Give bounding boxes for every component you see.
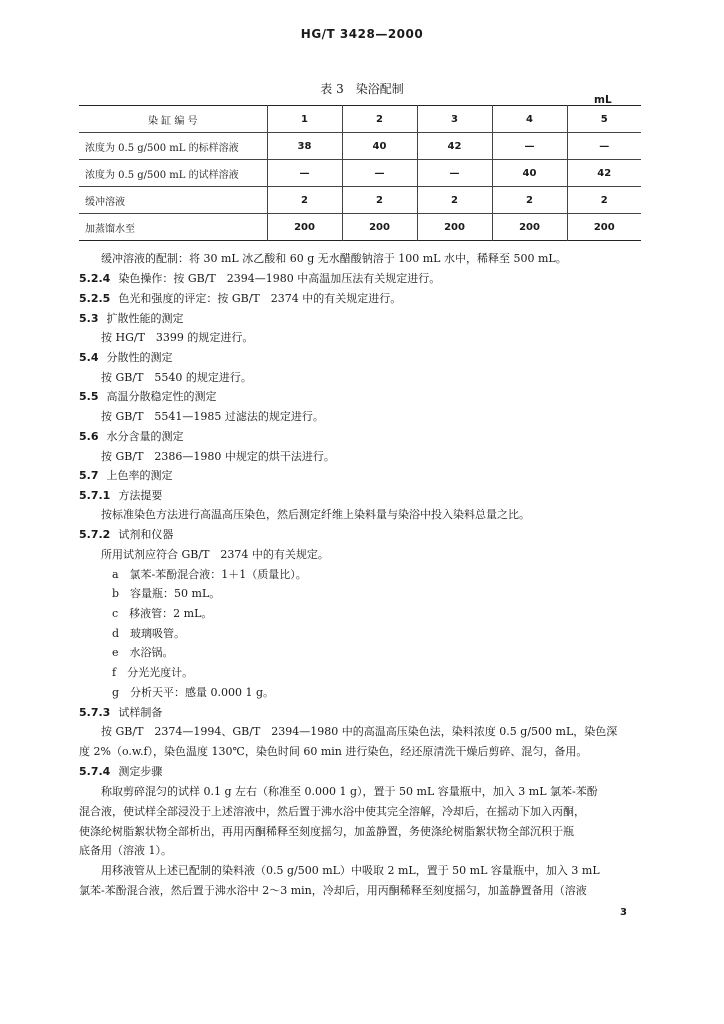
section-title: 扩散性能的测定 [106, 312, 184, 325]
table-cell: 200 [342, 214, 417, 241]
paragraph-line: 使涤纶树脂絮状物全部析出，再用丙酮稀释至刻度摇匀，加盖静置，务使涤纶树脂絮状物全部沉积于瓶 [79, 825, 574, 838]
section-5-5 [79, 390, 641, 404]
section-number: 5.2.4 [79, 272, 111, 285]
section-title: 方法提要 [118, 489, 163, 502]
table-cell: 200 [567, 214, 641, 241]
section-title: 高温分散稳定性的测定 [106, 390, 217, 403]
list-item: f 分光光度计。 [112, 666, 194, 679]
paragraph-line: 底备用（溶液 1）。 [79, 844, 172, 857]
section-5-6 [79, 430, 641, 444]
header-cell: 5 [567, 106, 641, 133]
table-cell: 40 [342, 133, 417, 160]
table-cell: 42 [567, 160, 641, 187]
list-item: a 氯苯-苯酚混合液：1＋1（质量比）。 [112, 568, 307, 581]
section-5-2-5 [79, 292, 641, 306]
section-number: 5.5 [79, 390, 99, 403]
list-item: b 容量瓶：50 mL。 [112, 587, 221, 600]
section-5-7-1-text: 按标准染色方法进行高温高压染色，然后测定纤维上染料量与染浴中投入染料总量之比。 [101, 508, 530, 521]
table-cell: 40 [492, 160, 567, 187]
table-cell: 2 [267, 187, 342, 214]
header-cell: 2 [342, 106, 417, 133]
section-number: 5.7 [79, 469, 99, 482]
section-text: 色光和强度的评定：按 GB/T 2374 中的有关规定进行。 [118, 292, 402, 305]
header-cell: 4 [492, 106, 567, 133]
row-label: 浓度为 0.5 g/500 mL 的标样溶液 [79, 133, 267, 160]
row-label: 加蒸馏水至 [79, 214, 267, 241]
section-number: 5.4 [79, 351, 99, 364]
table-cell: 38 [267, 133, 342, 160]
table-cell: — [417, 160, 492, 187]
section-5-7-1 [79, 489, 641, 503]
table-cell: — [492, 133, 567, 160]
section-5-7-2-text: 所用试剂应符合 GB/T 2374 中的有关规定。 [101, 548, 329, 561]
section-5-5-text: 按 GB/T 5541—1985 过滤法的规定进行。 [101, 410, 324, 423]
table-title: 表 3 染浴配制 [320, 82, 404, 96]
table-cell: 2 [417, 187, 492, 214]
paragraph-line: 称取剪碎混匀的试样 0.1 g 左右（称准至 0.000 1 g），置于 50 mL 容量瓶中，加入 3 mL 氯苯-苯酚 [101, 785, 598, 798]
paragraph-line: 氯苯-苯酚混合液，然后置于沸水浴中 2～3 min，冷却后，用丙酮稀释至刻度摇匀，加盖静置备用（溶液 [79, 884, 587, 897]
section-5-7-4 [79, 765, 641, 779]
table-row [79, 214, 641, 241]
section-5-4-text: 按 GB/T 5540 的规定进行。 [101, 371, 252, 384]
table-row [79, 133, 641, 160]
section-title: 测定步骤 [118, 765, 163, 778]
row-label: 缓冲溶液 [79, 187, 267, 214]
section-5-4 [79, 351, 641, 365]
buffer-note: 缓冲溶液的配制：将 30 mL 冰乙酸和 60 g 无水醋酸钠溶于 100 mL 水中，稀释至 500 mL。 [101, 252, 567, 265]
table-row [79, 187, 641, 214]
table-header-row [79, 106, 641, 133]
table-cell: 200 [417, 214, 492, 241]
paragraph-line: 按 GB/T 2374—1994、GB/T 2394—1980 中的高温高压染色法，染料浓度 0.5 g/500 mL，染色深 [101, 725, 618, 738]
page-number: 3 [620, 907, 627, 918]
list-item: g 分析天平：感量 0.000 1 g。 [112, 686, 275, 699]
header-cell: 3 [417, 106, 492, 133]
header-cell: 1 [267, 106, 342, 133]
table-cell: — [342, 160, 417, 187]
section-5-3-text: 按 HG/T 3399 的规定进行。 [101, 331, 254, 344]
paragraph-line: 混合液，使试样全部浸没于上述溶液中，然后置于沸水浴中使其完全溶解，冷却后，在摇动下加入丙酮， [79, 805, 585, 818]
section-number: 5.7.2 [79, 528, 111, 541]
section-number: 5.7.3 [79, 706, 111, 719]
section-title: 试样制备 [118, 706, 163, 719]
section-5-7-3 [79, 706, 641, 720]
section-number: 5.2.5 [79, 292, 111, 305]
table-cell: 2 [567, 187, 641, 214]
section-title: 上色率的测定 [106, 469, 173, 482]
page-header: HG/T 3428—2000 [300, 27, 424, 41]
section-number: 5.6 [79, 430, 99, 443]
table-cell: 200 [267, 214, 342, 241]
table-cell: 42 [417, 133, 492, 160]
list-item: e 水浴锅。 [112, 646, 174, 659]
table-row [79, 160, 641, 187]
section-text: 染色操作：按 GB/T 2394—1980 中高温加压法有关规定进行。 [118, 272, 441, 285]
section-5-7 [79, 469, 641, 483]
section-5-2-4 [79, 272, 641, 286]
table-cell: 2 [342, 187, 417, 214]
section-number: 5.3 [79, 312, 99, 325]
table-cell: — [567, 133, 641, 160]
section-number: 5.7.4 [79, 765, 111, 778]
paragraph-line: 度 2%（o.w.f），染色温度 130℃，染色时间 60 min 进行染色，经还原清洗干燥后剪碎、混匀，备用。 [79, 745, 588, 758]
section-title: 水分含量的测定 [106, 430, 184, 443]
list-item: c 移液管：2 mL。 [112, 607, 213, 620]
table-cell: — [267, 160, 342, 187]
paragraph-line: 用移液管从上述已配制的染料液（0.5 g/500 mL）中吸取 2 mL，置于 50 mL 容量瓶中，加入 3 mL [101, 864, 600, 877]
table-cell: 2 [492, 187, 567, 214]
section-title: 分散性的测定 [106, 351, 173, 364]
section-title: 试剂和仪器 [118, 528, 174, 541]
section-number: 5.7.1 [79, 489, 111, 502]
section-5-3 [79, 312, 641, 326]
table-cell: 200 [492, 214, 567, 241]
dye-bath-table [79, 105, 641, 241]
table-unit: mL [594, 94, 612, 106]
row-label: 浓度为 0.5 g/500 mL 的试样溶液 [79, 160, 267, 187]
section-5-7-2 [79, 528, 641, 542]
list-item: d 玻璃吸管。 [112, 627, 186, 640]
section-5-6-text: 按 GB/T 2386—1980 中规定的烘干法进行。 [101, 450, 335, 463]
header-cell: 染 缸 编 号 [79, 106, 267, 133]
